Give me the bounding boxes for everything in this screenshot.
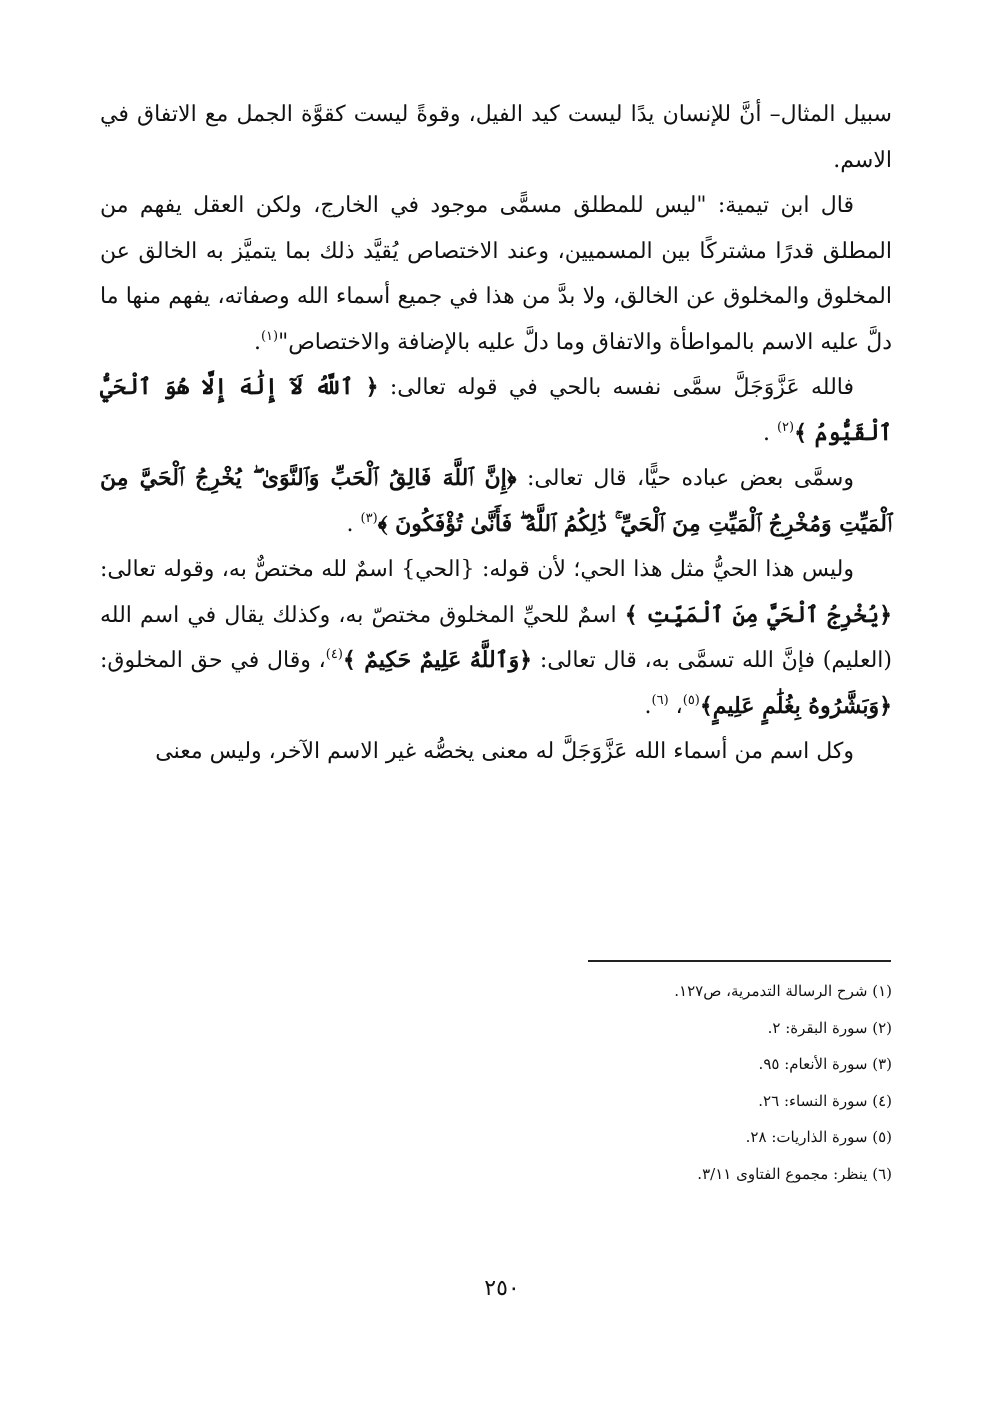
quran-verse: ﴿يُخْرِجُ ٱلْحَيَّ مِنَ ٱلْمَيِّتِ ﴾: [624, 601, 892, 628]
paragraph: [100, 547, 892, 729]
body-text: [100, 92, 892, 775]
text-run: .: [346, 511, 361, 537]
text-run: .: [253, 329, 261, 355]
footnote-marker: (٦): [651, 692, 669, 708]
page-number: ٢٥٠: [484, 1276, 520, 1301]
footnote-2: (٢) سورة البقرة: ٢.: [767, 1018, 892, 1037]
quran-verse: ﴿وَٱللَّهُ عَلِيمٌ حَكِيمٌ ﴾: [342, 647, 533, 673]
footnote-6: (٦) ينظر: مجموع الفتاوى ٣/١١.: [697, 1164, 892, 1183]
footnote-5: (٥) سورة الذاريات: ٢٨.: [745, 1128, 892, 1146]
text-run: .: [644, 693, 652, 719]
text-run: اسمٌ للحيِّ المخلوق مختصّ به، وكذلك يقال في اسم الله (العليم) فإنَّ الله تسمَّى به، قال تعالى:: [100, 602, 892, 673]
footnote-3: (٣) سورة الأنعام: ٩٥.: [758, 1055, 892, 1073]
footnote-marker: (١): [260, 328, 279, 344]
footnote-marker: (٤): [325, 647, 343, 662]
paragraph: [100, 729, 892, 775]
paragraph: [100, 183, 892, 365]
footnotes: [292, 973, 892, 1192]
text-run: .: [762, 420, 777, 446]
paragraph: [100, 365, 892, 456]
text-run: ،: [668, 693, 683, 719]
footnote-marker: (٥): [682, 692, 700, 708]
quran-verse: ﴿إِنَّ ٱللَّهَ فَالِقُ ٱلْحَبِّ وَٱلنَّوَىٰ ۖ يُخْرِجُ ٱلْحَيَّ مِنَ ٱلْمَيِّتِ وَمُخْرِجُ ٱلْمَيِّتِ مِنَ ٱلْحَيِّ ۚ ذَٰلِكُمُ ٱللَّهُ ۖ فَأَنَّىٰ تُؤْفَكُونَ ﴾: [100, 465, 892, 537]
footnote-marker: (٣): [360, 510, 378, 526]
quran-verse: ﴿وَبَشَّرُوهُ بِغُلَٰمٍ عَلِيمٍ﴾: [699, 692, 892, 719]
text-run: فالله عَزَّوَجَلَّ سمَّى نفسه بالحي في قوله تعالى:: [378, 375, 854, 400]
text-run: وسمَّى بعض عباده حيًّا، قال تعالى:: [516, 466, 854, 491]
quran-verse: ﴿ ٱللَّهُ لَآ إِلَٰهَ إِلَّا هُوَ ٱلْحَيُّ ٱلْقَيُّومُ ﴾: [100, 374, 892, 446]
footnote-1: (١) شرح الرسالة التدمرية، ص١٢٧.: [674, 982, 892, 1000]
text-run: سبيل المثال– أنَّ للإنسان يدًا ليست كيد الفيل، وقوةً ليست كقوَّة الجمل مع الاتفاق في الاسم.: [100, 102, 892, 173]
footnote-separator: [588, 960, 891, 962]
paragraph: [100, 456, 892, 547]
text-run: قال ابن تيمية: "ليس للمطلق مسمًّى موجود في الخارج، ولكن العقل يفهم من المطلق قدرًا مشتركًا بين المسميين، وعند الاختصاص يُقيَّد ذلك بما يتميَّز به الخالق عن المخلوق والمخلوق عن الخالق، ولا بدَّ من هذا في جميع أسماء الله وصفاته، يفهم منها ما دلَّ عليه الاسم بالمواطأة والاتفاق وما دلَّ عليه بالإضافة والاختصاص": [100, 193, 893, 355]
footnote-4: (٤) سورة النساء: ٢٦.: [758, 1091, 892, 1110]
text-run: وكل اسم من أسماء الله عَزَّوَجَلَّ له معنى يخصُّه غير الاسم الآخر، وليس معنى: [155, 739, 854, 764]
footnote-marker: (٢): [776, 419, 795, 435]
paragraph: [100, 92, 892, 183]
text-run: وليس هذا الحيُّ مثل هذا الحي؛ لأن قوله: {الحي} اسمٌ لله مختصٌّ به، وقوله تعالى:: [100, 557, 854, 582]
text-run: ، وقال في حق المخلوق:: [100, 648, 326, 673]
